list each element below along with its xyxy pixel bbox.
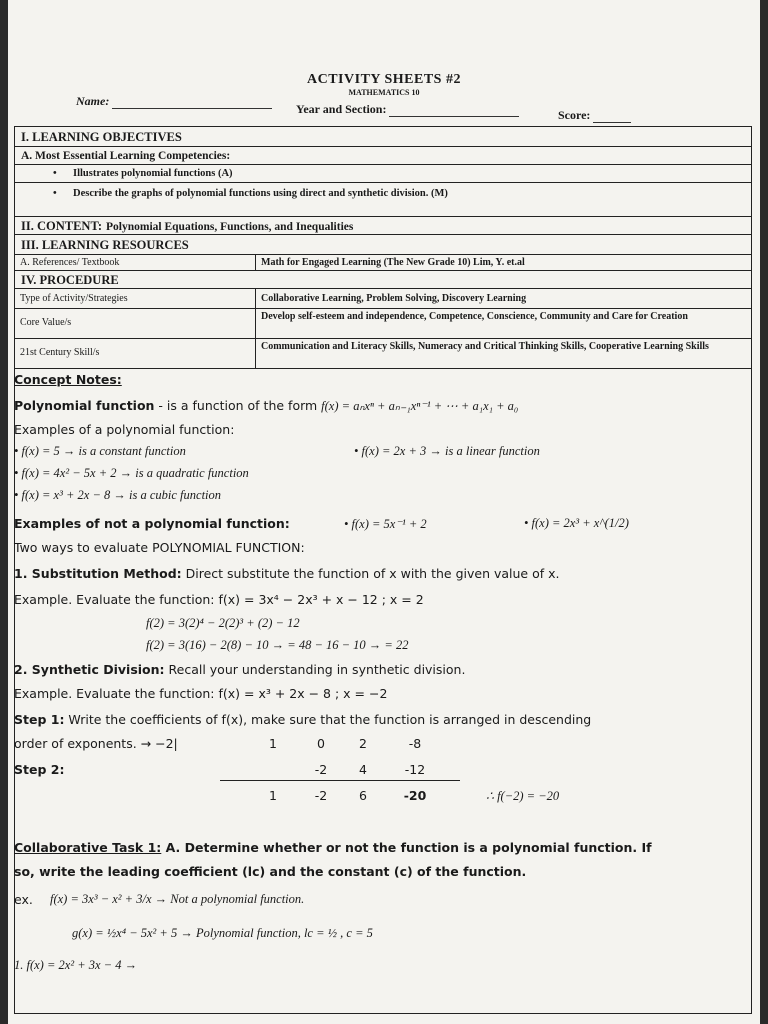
competencies-heading: A. Most Essential Learning Competencies: (15, 147, 751, 165)
core-values-label: Core Value/s (20, 317, 72, 328)
year-section-field (296, 102, 519, 117)
competency-1-text: Illustrates polynomial functions (A) (73, 168, 233, 179)
activity-value: Collaborative Learning, Problem Solving, Discovery Learning (261, 293, 527, 304)
substitution-example: Example. Evaluate the function: f(x) = 3x⁴ − 2x³ + x − 12 ; x = 2 (14, 592, 424, 607)
result-row-cell: 1 (269, 788, 277, 803)
name-label: Name: (76, 94, 110, 108)
coef-row-cell: 2 (359, 736, 367, 751)
example-constant: • f(x) = 5 → is a constant function (14, 444, 186, 458)
score-field (558, 108, 631, 123)
polynomial-definition (14, 398, 518, 414)
task-example-label: ex. (14, 892, 33, 907)
sheet-title: ACTIVITY SHEETS #2 (307, 72, 461, 87)
example-linear: • f(x) = 2x + 3 → is a linear function (354, 444, 540, 458)
task-item-1: 1. f(x) = 2x² + 3x − 4 → (14, 958, 138, 972)
result-row-cell: -2 (314, 788, 328, 803)
references-row (15, 255, 751, 271)
step-1-label: Step 1: (14, 712, 65, 727)
substitution-step-1: f(2) = 3(2)⁴ − 2(2)³ + (2) − 12 (146, 616, 300, 630)
concept-notes-heading: Concept Notes: (14, 372, 122, 387)
example-quadratic: • f(x) = 4x² − 5x + 2 → is a quadratic function (14, 466, 249, 480)
synthetic-text: Recall your understanding in synthetic division. (164, 662, 466, 677)
example-constant-text: f(x) = 5 → is a constant function (21, 444, 186, 458)
bullet-icon: • (53, 168, 57, 179)
task-example-1: f(x) = 3x³ − x² + 3/x → Not a polynomial function. (50, 892, 305, 906)
not-polynomial-label: Examples of not a polynomial function: (14, 516, 290, 531)
synthetic-example: Example. Evaluate the function: f(x) = x³ + 2x − 8 ; x = −2 (14, 686, 388, 701)
synthetic-division (14, 662, 465, 677)
activity-sheet (8, 0, 760, 1024)
step-2-label: Step 2: (14, 762, 65, 777)
skills-row (15, 339, 751, 369)
product-row-cell: 4 (359, 762, 367, 777)
substitution-method (14, 566, 559, 581)
definition-term: Polynomial function (14, 398, 155, 413)
sheet-subtitle: MATHEMATICS 10 (348, 88, 420, 97)
not-example-1-text: f(x) = 5x⁻¹ + 2 (351, 517, 427, 531)
coef-row-cell: 0 (317, 736, 325, 751)
activity-label: Type of Activity/Strategies (20, 293, 128, 304)
substitution-text: Direct substitute the function of x with the given value of x. (181, 566, 560, 581)
substitution-step-2: f(2) = 3(16) − 2(8) − 10 → = 48 − 16 − 10 → = 22 (146, 638, 409, 652)
synthetic-result: ∴ f(−2) = −20 (486, 789, 560, 803)
competency-2 (15, 183, 751, 217)
not-example-2-text: f(x) = 2x³ + x^(1/2) (531, 516, 629, 530)
content-text: Polynomial Equations, Functions, and Inequalities (106, 221, 354, 233)
coef-row-cell: -8 (408, 736, 422, 751)
task-text-1: A. Determine whether or not the function is a polynomial function. If (161, 840, 652, 855)
core-values-value: Develop self-esteem and independence, Competence, Conscience, Community and Care for Creation (261, 311, 688, 322)
name-blank (112, 108, 272, 109)
product-row-cell: -2 (314, 762, 328, 777)
core-values-row (15, 309, 751, 339)
not-example-2: • f(x) = 2x³ + x^(1/2) (524, 516, 629, 530)
name-field (76, 94, 272, 109)
score-blank (593, 122, 631, 123)
score-label: Score: (558, 108, 591, 122)
section-procedure: IV. PROCEDURE (15, 271, 751, 289)
result-row-cell: 6 (359, 788, 367, 803)
example-cubic-text: f(x) = x³ + 2x − 8 → is a cubic function (21, 488, 222, 502)
step-1-continued: order of exponents. → −2| (14, 736, 178, 751)
activity-row (15, 289, 751, 309)
definition-text: - is a function of the form (154, 398, 322, 413)
division-line (220, 780, 460, 781)
step-1-text: Write the coefficients of f(x), make sure that the function is arranged in descending (64, 712, 592, 727)
coef-row-cell: 1 (269, 736, 277, 751)
competency-2-text: Describe the graphs of polynomial functions using direct and synthetic division. (M) (73, 188, 448, 199)
example-cubic: • f(x) = x³ + 2x − 8 → is a cubic function (14, 488, 222, 502)
competency-1 (15, 165, 751, 183)
section-content (15, 217, 751, 235)
task-line-1 (14, 840, 652, 855)
section-resources: III. LEARNING RESOURCES (15, 235, 751, 255)
bullet-icon: • (53, 188, 57, 199)
references-value: Math for Engaged Learning (The New Grade 10) Lim, Y. et.al (261, 257, 525, 268)
task-example-2: g(x) = ½x⁴ − 5x² + 5 → Polynomial function, lc = ½ , c = 5 (72, 926, 373, 940)
substitution-title: 1. Substitution Method: (14, 566, 182, 581)
skills-label: 21st Century Skill/s (20, 347, 100, 358)
example-quadratic-text: f(x) = 4x² − 5x + 2 → is a quadratic function (21, 466, 249, 480)
section-objectives: I. LEARNING OBJECTIVES (15, 127, 751, 147)
references-label: A. References/ Textbook (20, 257, 120, 268)
product-row-cell: -12 (404, 762, 426, 777)
content-label: II. CONTENT: (21, 219, 103, 233)
year-section-label: Year and Section: (296, 102, 387, 116)
evaluation-ways: Two ways to evaluate POLYNOMIAL FUNCTION: (14, 540, 305, 555)
definition-formula: f(x) = aₙxⁿ + aₙ₋₁xⁿ⁻¹ + ⋯ + a₁x₁ + a₀ (321, 399, 519, 413)
step-1 (14, 712, 591, 727)
result-row-cell: -20 (403, 788, 427, 803)
year-section-blank (389, 116, 519, 117)
task-text-2: so, write the leading coefficient (lc) and the constant (c) of the function. (14, 864, 527, 879)
synthetic-title: 2. Synthetic Division: (14, 662, 165, 677)
skills-value: Communication and Literacy Skills, Numeracy and Critical Thinking Skills, Cooperative Learning Skills (261, 341, 709, 352)
not-example-1: • f(x) = 5x⁻¹ + 2 (344, 517, 427, 531)
examples-label: Examples of a polynomial function: (14, 422, 235, 437)
example-linear-text: f(x) = 2x + 3 → is a linear function (361, 444, 540, 458)
task-title: Collaborative Task 1: (14, 840, 162, 855)
